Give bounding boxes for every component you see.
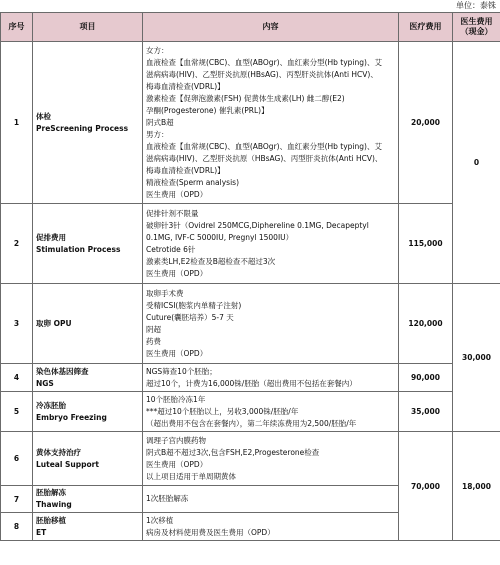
item-en: Thawing xyxy=(36,500,72,509)
row-no: 3 xyxy=(1,284,33,364)
header-fee: 医疗费用 xyxy=(399,13,453,42)
row-content xyxy=(143,42,399,204)
row-no: 7 xyxy=(1,486,33,513)
content-line: 阴式B超不超过3次,包含FSH,E2,Progesterone检查 xyxy=(146,447,320,457)
content-line: 梅毒血清检查(VDRL)】 xyxy=(146,81,225,91)
content-line: 医生费用（OPD） xyxy=(146,348,208,358)
content-line: 调理子宫内膜药物 xyxy=(146,435,206,445)
content-line: 医生费用（OPD） xyxy=(146,459,208,469)
content-line: 药费 xyxy=(146,336,161,346)
content-line: 血液检查【血常规(CBC)、血型(ABOgr)、血红素分型(Hb typing)、艾 xyxy=(146,57,382,67)
row-no: 2 xyxy=(1,204,33,284)
content-line: 1次移植 xyxy=(146,515,174,525)
table-row xyxy=(1,204,500,284)
content-line: 男方： xyxy=(146,129,169,139)
table-row xyxy=(1,432,500,486)
unit-note: 单位：泰铢 xyxy=(456,1,496,10)
content-line: （超出费用不包含在套餐内），第二年续冻费用为2,500/胚胎/年 xyxy=(146,418,357,428)
content-line: Cuture(囊胚培养）5-7 天 xyxy=(146,312,234,322)
content-line: 精液检查(Sperm analysis) xyxy=(146,177,239,187)
row-fee: 20,000 xyxy=(399,42,453,204)
row-no: 5 xyxy=(1,392,33,432)
content-line: 破卵针3针（Ovidrel 250MCG,Diphereline 0.1MG, Decapeptyl xyxy=(146,220,369,230)
item-en: Stimulation Process xyxy=(36,244,121,254)
header-item: 项目 xyxy=(33,13,143,42)
table-row xyxy=(1,284,500,364)
table-row xyxy=(1,364,500,392)
content-line: 医生费用（OPD） xyxy=(146,189,208,199)
item-cn: 冷冻胚胎 xyxy=(36,400,66,410)
row-fee: 35,000 xyxy=(399,392,453,432)
row-item xyxy=(33,204,143,284)
item-en: ET xyxy=(36,527,47,537)
row-content xyxy=(143,432,399,486)
content-line: 医生费用（OPD） xyxy=(146,268,208,278)
fee-table xyxy=(0,12,500,541)
content-line: NGS筛查10个胚胎； xyxy=(146,366,217,376)
row-fee: 120,000 xyxy=(399,284,453,364)
content-line: 孕酮(Progesterone) 催乳素(PRL)】 xyxy=(146,105,269,115)
doctor-fee-merged-6-8: 18,000 xyxy=(453,432,500,541)
content-line: 梅毒血清检查(VDRL)】 xyxy=(146,165,225,175)
content-line: 血液检查【血常规(CBC)、血型(ABOgr)、血红素分型(Hb typing)、艾 xyxy=(146,141,382,151)
row-content xyxy=(143,284,399,364)
row-item xyxy=(33,284,143,364)
row-no: 8 xyxy=(1,513,33,541)
item-cn: 体检 xyxy=(36,111,51,121)
content-line: 促排针剂不限量 xyxy=(146,208,199,218)
item-en: NGS xyxy=(36,378,54,388)
row-no: 1 xyxy=(1,42,33,204)
content-line: 滋病病毒(HIV)、乙型肝炎抗原(HBsAG)、丙型肝炎抗体(Anti HCV)、 xyxy=(146,69,378,79)
content-line: 阴超 xyxy=(146,324,161,334)
item-cn: 促排费用 xyxy=(36,232,66,242)
item-en: Embryo Freezing xyxy=(36,412,107,422)
row-item xyxy=(33,364,143,392)
content-line: 病房及材料使用费及医生费用（OPD） xyxy=(146,527,275,537)
content-line: 0.1MG, IVF-C 5000IU, Pregnyl 1500IU） xyxy=(146,232,294,242)
doctor-fee-merged-3-5: 30,000 xyxy=(453,284,500,432)
item-cn: 黄体支持治疗 xyxy=(36,447,81,457)
row-no: 6 xyxy=(1,432,33,486)
row-content xyxy=(143,364,399,392)
content-line: 受精ICSI(胞浆内单精子注射) xyxy=(146,300,242,310)
content-line: 1次胚胎解冻 xyxy=(146,494,189,503)
item-cn: 取卵 OPU xyxy=(36,318,72,328)
row-content xyxy=(143,392,399,432)
row-item xyxy=(33,513,143,541)
header-content: 内容 xyxy=(143,13,399,42)
content-line: ***超过10个胚胎以上，另收3,000铢/胚胎/年 xyxy=(146,406,299,416)
table-row xyxy=(1,392,500,432)
item-en: Luteal Support xyxy=(36,459,99,469)
row-item xyxy=(33,486,143,513)
content-line: 10个胚胎冷冻1年 xyxy=(146,394,206,404)
content-line: 超过10个，计费为16,000铢/胚胎（超出费用不包括在套餐内） xyxy=(146,378,357,388)
content-line: 女方： xyxy=(146,45,169,55)
header-no: 序号 xyxy=(1,13,33,42)
doctor-fee-merged-1-2: 0 xyxy=(453,42,500,284)
row-no: 4 xyxy=(1,364,33,392)
item-cn: 胚胎解冻 xyxy=(36,488,66,497)
content-line: 滋病病毒(HIV)、乙型肝炎抗原（HBsAG)、丙型肝炎抗体(Anti HCV)、 xyxy=(146,153,383,163)
content-line: 激素类LH,E2检查及B超检查不超过3次 xyxy=(146,256,276,266)
content-line: Cetrotide 6针 xyxy=(146,244,196,254)
header-doctor-fee-line1: 医生费用 xyxy=(460,17,493,26)
content-line: 以上项目适用于单周期黄体 xyxy=(146,471,236,481)
table-row xyxy=(1,42,500,204)
row-item xyxy=(33,432,143,486)
row-item xyxy=(33,42,143,204)
header-doctor-fee xyxy=(453,13,500,42)
row-content xyxy=(143,204,399,284)
row-fee: 115,000 xyxy=(399,204,453,284)
row-item xyxy=(33,392,143,432)
row-fee: 90,000 xyxy=(399,364,453,392)
header-doctor-fee-line2: （现金） xyxy=(460,27,493,36)
item-cn: 染色体基因筛查 xyxy=(36,366,89,376)
content-line: 阴式B超 xyxy=(146,117,174,127)
row-content xyxy=(143,513,399,541)
item-cn: 胚胎移植 xyxy=(36,515,66,525)
header-row xyxy=(1,13,500,42)
row-content xyxy=(143,486,399,513)
fee-merged-6-8: 70,000 xyxy=(399,432,453,541)
content-line: 激素检查【促卵泡激素(FSH) 促黄体生成素(LH) 雌二醇(E2) xyxy=(146,93,345,103)
item-en: PreScreening Process xyxy=(36,123,129,133)
content-line: 取卵手术费 xyxy=(146,288,184,298)
